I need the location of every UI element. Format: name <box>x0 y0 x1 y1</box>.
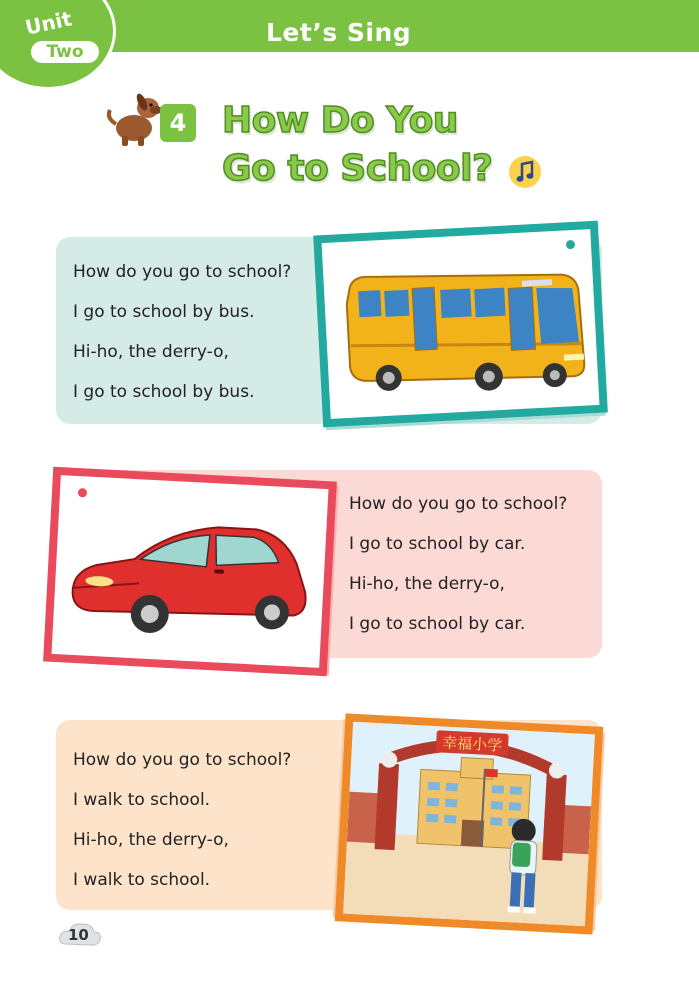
verse-lyrics-car <box>349 492 567 652</box>
lyric-line: How do you go to school? <box>73 262 292 282</box>
song-number: 4 <box>160 104 196 142</box>
school-picture-frame <box>335 713 604 934</box>
section-title: Let’s Sing <box>266 18 412 47</box>
song-title-line1: How Do You <box>222 100 458 141</box>
lyric-line: How do you go to school? <box>73 750 292 770</box>
lyric-line: Hi-ho, the derry-o, <box>73 830 229 850</box>
lyric-line: I go to school by bus. <box>73 302 255 322</box>
unit-number: Two <box>31 41 99 63</box>
school-bus-illustration <box>322 229 600 419</box>
lyric-line: Hi-ho, the derry-o, <box>349 574 505 594</box>
school-gate-illustration <box>343 722 595 926</box>
lyric-line: I go to school by bus. <box>73 382 255 402</box>
lyric-line: I go to school by car. <box>349 614 526 634</box>
music-note-icon <box>508 155 542 189</box>
song-title-line2: Go to School? <box>222 148 493 189</box>
unit-badge <box>0 0 116 90</box>
song-title <box>222 97 492 193</box>
lyric-line: Hi-ho, the derry-o, <box>73 342 229 362</box>
lyric-line: I walk to school. <box>73 790 211 810</box>
unit-label: Unit <box>23 6 74 40</box>
lyric-line: I walk to school. <box>73 870 211 890</box>
verse-lyrics-walk <box>73 748 291 908</box>
page-number: 10 <box>68 926 89 944</box>
verse-lyrics-bus <box>73 260 291 420</box>
red-car-illustration <box>51 475 328 668</box>
school-sign-text: 幸福小学 <box>441 733 503 755</box>
car-picture-frame <box>43 467 337 677</box>
lyric-line: How do you go to school? <box>349 494 568 514</box>
lyric-line: I go to school by car. <box>349 534 526 554</box>
bus-picture-frame <box>313 221 608 428</box>
